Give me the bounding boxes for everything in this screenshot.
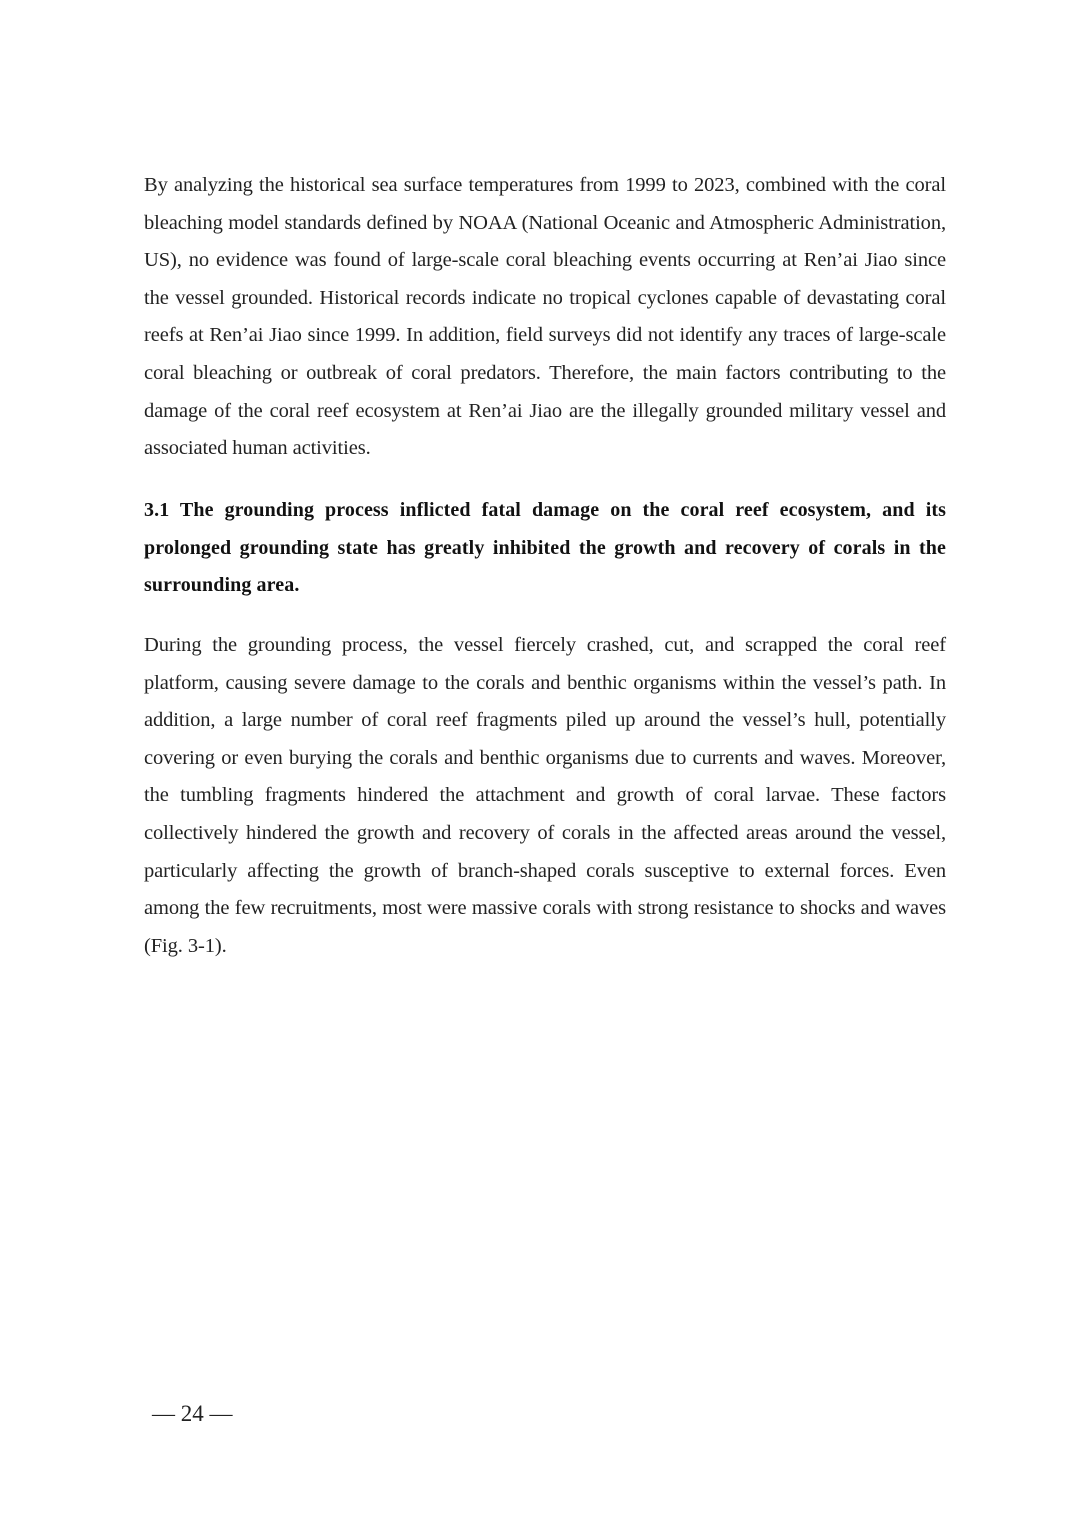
page-number: — 24 — [152,1401,233,1426]
body-paragraph: By analyzing the historical sea surface temperatures from 1999 to 2023, combined with the coral bleaching model standards defined by NOAA (National Oceanic and Atmospheric Administration, US), no evidence was found of large-scale coral bleaching events occurring at Ren’ai Jiao since the vessel grounded. Historical records indicate no tropical cyclones capable of devastating coral reefs at Ren’ai Jiao since 1999. In addition, field surveys did not identify any traces of large-scale coral bleaching or outbreak of coral predators. Therefore, the main factors contributing to the damage of the coral reef ecosystem at Ren’ai Jiao are the illegally grounded military vessel and associated human activities. [144,174,946,460]
section-heading: 3.1 The grounding process inflicted fatal damage on the coral reef ecosystem, and its prolonged grounding state has greatly inhibited the growth and recovery of corals in the surrounding area. [144,499,946,597]
body-paragraph: During the grounding process, the vessel fiercely crashed, cut, and scrapped the coral reef platform, causing severe damage to the corals and benthic organisms within the vessel’s path. In addition, a large number of coral reef fragments piled up around the vessel’s hull, potentially covering or even burying the corals and benthic organisms due to currents and waves. Moreover, the tumbling fragments hindered the attachment and growth of coral larvae. These factors collectively hindered the growth and recovery of corals in the affected areas around the vessel, particularly affecting the growth of branch-shaped corals susceptive to external forces. Even among the few recruitments, most were massive corals with strong resistance to shocks and waves (Fig. 3-1). [144,634,946,957]
